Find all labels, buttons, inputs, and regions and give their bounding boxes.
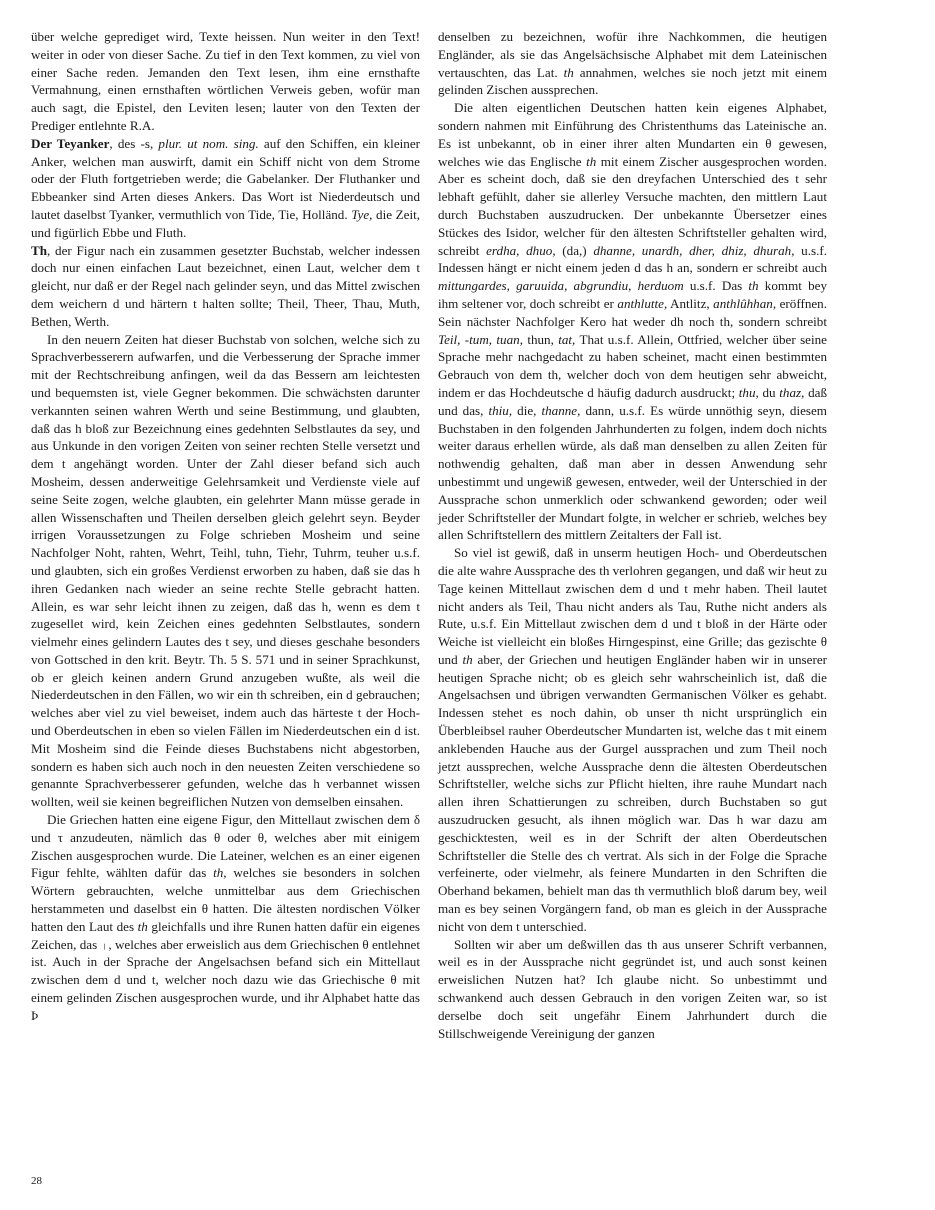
paragraph-r1: denselben zu bezeichnen, wofür ihre Nachkommen, die heutigen Engländer, als sie das Angelsächsische Alphabet mit dem Lateinischen vertauschten, das Lat. th annahmen, welches sie noch jetzt mit einem gelinden Zischen aussprechen. [438,29,828,98]
paragraph-l1: über welche geprediget wird, Texte heissen. Nun weiter in den Text! weiter in oder von dieser Sache. Zu tief in den Text kommen, zu viel von einer Sache reden. Jemanden den Text lesen, ihm eine ernsthafte Vermahnung, einen ernsthaften wörtlichen Verweis geben, wofür man auch sagt, die Epistel, den Leviten lesen; lauter von den Texten der Prediger entlehnte R.A. [31,29,420,133]
right-column [438,28,827,1042]
paragraph-l2: Der Teyanker, des -s, plur. ut nom. sing. auf den Schiffen, ein kleiner Anker, welchen man auswirft, damit ein Schiff nicht von dem Strome oder der Fluth fortgetrieben werde; die Gabelanker. Der Fluthanker und Ebbeanker sind Arten dieses Ankers. Das Wort ist Niederdeutsch und lautet daselbst Tyanker, vermuthlich von Tide, Tie, Holländ. Tye, die Zeit, und figürlich Ebbe und Fluth. [31,135,421,240]
paragraph-r2: Die alten eigentlichen Deutschen hatten kein eigenes Alphabet, sondern nahmen mit Einführung des Christenthums das Lateinische an. Es ist unbekannt, ob in einer ihrer alten Mundarten ein θ gewesen, welches wie das Englische th mit einem Zischer ausgesprochen worden. Aber es scheint doch, daß sie den dreyfachen Unterschied des t sehr lebhaft gefühlt, daher sie allerley Versuche machten, den mittlern Laut durch Buchstaben auszudrucken. Der unbekannte Übersetzer eines Stückes des Isidor, welcher für den ältesten Schriftsteller gehalten wird, schreibt erdha, dhuo, (da,) dhanne, unardh, dher, dhiz, dhurah, u.s.f. Indessen hängt er nicht einem jeden d das h an, sondern er schreibt auch mittungardes, garuuida, abgrundiu, herduom u.s.f. Das th kommt bey ihm seltener vor, doch schreibt er anthlutte, Antlitz, anthlûhhan, eröffnen. Sein nächster Nachfolger Kero hat weder dh noch th, sondern schreibt Teil, -tum, tuan, thun, tat, That u.s.f. Allein, Ottfried, welcher über seine Sprache mehr nachgedacht zu haben scheinet, macht einen bestimmten Gebrauch von dem th, welcher doch von dem heutigen sehr abweicht, indem er das Hochdeutsche d häufig dadurch ausdruckt; thu, du thaz, daß und das, thiu, die, thanne, dann, u.s.f. Es würde unnöthig seyn, diesem Buchstaben in den folgenden Jahrhunderten zu folgen, indem doch nichts weiter daraus erhellen würde, als daß man denselben zu allen Zeiten für nothwendig gehalten, daß man aber in dessen Anwendung sehr unbestimmt und ungewiß gewesen, entweder, weil der Unterschied in der Aussprache schon unmerklich oder schwankend geworden; oder weil jeder Schriftsteller der Mundart folgte, in welcher er schrieb, welches bey allen Schriftstellern des mittlern Zeitalters der Fall ist. [438,100,827,543]
left-column [31,28,420,1025]
paragraph-r4: Sollten wir aber um deßwillen das th aus unserer Schrift verbannen, weil es in der Aussprache nicht gegründet ist, und auch sonst keinen erweislichen Nutzen hat? Ich glaube nicht. So unbestimmt und schwankend auch dessen Gebrauch in den vorigen Zeiten war, so ist derselbe doch seit ungefähr Einem Jahrhundert durch die Stillschweigende Vereinigung der ganzen [438,936,827,1041]
paragraph-l3: Th, der Figur nach ein zusammen gesetzter Buchstab, welcher indessen doch nur einen einfachen Laut bezeichnet, einen Laut, welcher dem t gleicht, nur daß er der Regel nach gelinder seyn, und das Mittel zwischen dem weichern d und härtern t halten sollte; Theil, Theer, Thau, Muth, Bethen, Werth. [31,242,420,329]
page-number: 28 [31,1175,42,1187]
paragraph-l4: In den neuern Zeiten hat dieser Buchstab von solchen, welche sich zu Sprachverbesserern aufwarfen, und die Verbesserung der Sprache immer mit der Rechtschreibung anfingen, weil da das Bessern am leichtesten und bequemsten ist, viele Gegner bekommen. Die schwächsten darunter verkannten seinen wahren Werth und seine Bestimmung, und glaubten, daß das h bloß zur Bezeichnung eines gedehnten Selbstlautes da sey, und aus Unkunde in den vorigen Zeiten von seiner rechten Stelle versetzt und dem t angehängt worden. Unter der Zahl dieser befand sich auch Mosheim, dessen anderweitige Gelehrsamkeit und Verdienste viele auf seine Seite zogen, welche glaubten, ein gelehrter Mann müsse gerade in allen Wissenschaften und Theilen derselben gleich gelehrt seyn. Beyder irrigen Voraussetzungen zu Folge schrieben Mosheim und seine Nachfolger Noht, rahten, Wehrt, Teihl, tuhn, Tiehr, Tuhrm, teuher u.s.f. und glaubten, sich ein großes Verdienst erworben zu haben, daß sie das h ihren Gedanken nach wieder an seine rechte Stelle gebracht hatten. Allein, es war sehr leicht ihnen zu zeigen, daß das h, wenn es dem t zugesellet wird, kein Zeichen eines gedehnten Selbstlautes, sondern vielmehr eines gelindern Lautes des t sey, und dieses geschahe besonders von Gottsched in den krit. Beytr. Th. 5 S. 571 und in seiner Sprachkunst, ob er gleich keinen andern Grund anzugeben wußte, als weil die Niederdeutschen in den Fällen, wo wir ein th schreiben, ein d gebrauchen; welches aber viel zu viel beweiset, indem auch das härteste t der Hoch- und Oberdeutschen in eben so vielen Fällen im Niederdeutschen ein d ist. Mit Mosheim sind die Feinde dieses Buchstabens nicht abgestorben, sondern es haben sich auch noch in den neuesten Zeiten verschiedene so genannte Sprachverbesserer gefunden, welche das h verbannet wissen wollten, weil sie keinen begreiflichen Nutzen von demselben einsahen. [31,331,420,810]
paragraph-l5: Die Griechen hatten eine eigene Figur, den Mittellaut zwischen dem δ und τ anzudeuten, nämlich das θ oder θ, welches aber mit einigem Zischen ausgesprochen wurde. Die Lateiner, welchen es an einer eigenen Figur fehlte, wählten dafür das th, welches sie besonders in solchen Wörtern gebrauchten, welche unmittelbar aus dem Griechischen herstammeten und daselbst ein θ hatten. Die ältesten nordischen Völker hatten den Laut des th gleichfalls und ihre Runen hatten dafür ein eigenes Zeichen, das ᛧ, welches aber erweislich aus dem Griechischen θ entlehnet ist. Auch in der Sprache der Angelsachsen befand sich ein Mittellaut zwischen dem d und t, welcher noch dazu wie das Griechische θ mit einem gelinden Zischen ausgesprochen wurde, und ihr Alphabet hatte das Þ [31,812,420,1023]
paragraph-r3: So viel ist gewiß, daß in unserm heutigen Hoch- und Oberdeutschen die alte wahre Aussprache des th verlohren gegangen, und daß wir heut zu Tage keinen Mittellaut zwischen dem d und t mehr haben. Theil lautet nicht anders als Teil, Thau nicht anders als Tau, Ruthe nicht anders als Rute, u.s.f. Ein Mittellaut zwischen dem d und t bloß in der Härte oder Weiche ist vielleicht ein bloßes Hirngespinst, eine Grille; das gezischte θ und th aber, der Griechen und heutigen Engländer haben wir in unserer heutigen Sprache nicht; ob es gleich sehr wahrscheinlich ist, daß die Angelsachsen und übrigen verwandten Germanischen Völker es gehabt. Indessen stehet es noch dahin, ob unser th nicht ursprünglich ein Überbleibsel rauher Oberdeutscher Mundarten ist, welche das t mit einem anklebenden Hauche aus der Gurgel aussprachen und zum Theil noch jetzt aussprechen, welche Aussprache denn die ältesten Oberdeutschen Schriftsteller, welche sichs zur Pflicht hielten, ihre rauhe Mundart nach allen ihren Schattierungen zu schreiben, durch Buchstaben so gut auszudrucken gesucht, als ihnen möglich war. Das h war dazu am geschicktesten, weil es in der Schrift der alten Oberdeutschen Schriftsteller die Stelle des ch vertrat. Als sich in der Folge die Sprache verfeinerte, oder vielmehr, als feinere Mundarten in den Schriften die Oberhand bekamen, behielt man das th vermuthlich bloß darum bey, weil man es bey seinen Vorgängern fand, ob man es gleich in der Aussprache nicht von dem t unterschied. [438,545,827,934]
